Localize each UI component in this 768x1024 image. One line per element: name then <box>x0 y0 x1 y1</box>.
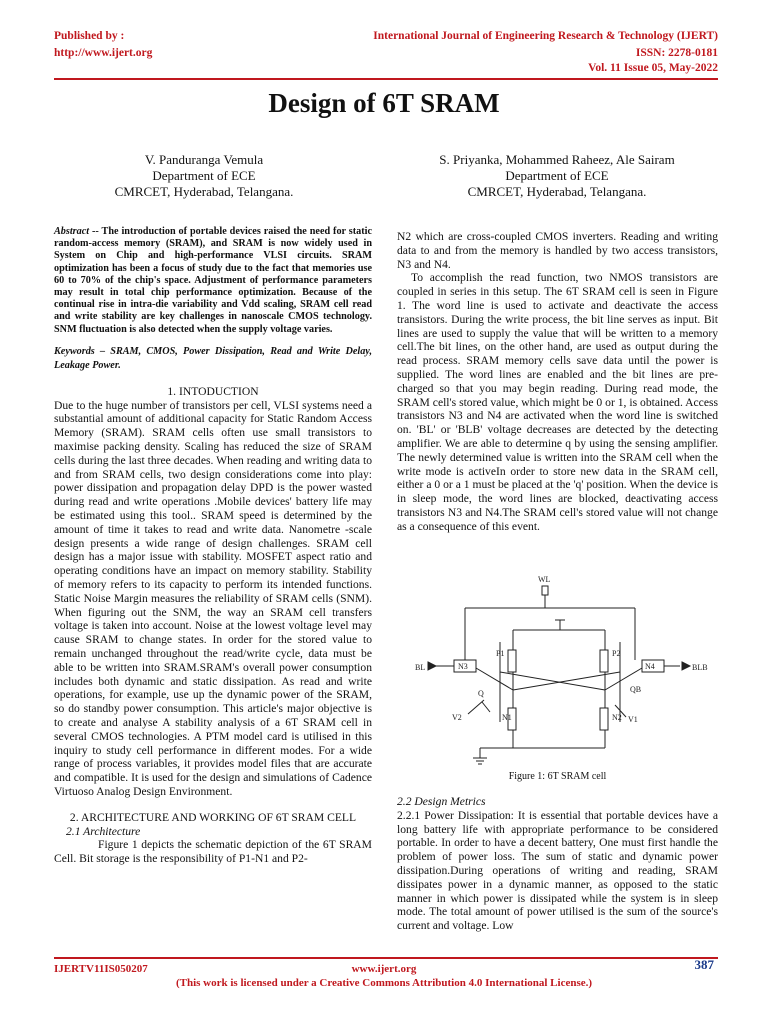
abstract <box>54 226 372 336</box>
bl-arrow <box>428 662 436 670</box>
v2-label: V2 <box>452 713 462 722</box>
volume-issue: Vol. 11 Issue 05, May-2022 <box>588 62 718 74</box>
wl-terminal <box>542 586 548 595</box>
header-divider <box>54 78 718 80</box>
p1-transistor <box>508 650 516 672</box>
keywords: Keywords – SRAM, CMOS, Power Dissipation, Read and Write Delay, Leakage Power. <box>54 345 372 371</box>
blb-arrow <box>682 662 690 670</box>
right-column-top <box>397 230 718 534</box>
figure-caption: Figure 1: 6T SRAM cell <box>508 771 607 782</box>
sram-schematic-figure <box>410 572 710 767</box>
left-column <box>54 226 372 866</box>
p1-label: P1 <box>496 649 505 658</box>
author-names: S. Priyanka, Mohammed Raheez, Ale Sairam <box>439 152 675 167</box>
bl-label: BL <box>415 663 426 672</box>
p2-label: P2 <box>612 649 621 658</box>
qb-label: QB <box>630 685 642 694</box>
cross-couple-wire-2 <box>500 672 605 690</box>
section-heading-architecture: 2. ARCHITECTURE AND WORKING OF 6T SRAM CELL <box>69 810 357 824</box>
journal-name: International Journal of Engineering Research & Technology (IJERT) <box>373 30 718 42</box>
wl-label: WL <box>538 575 551 584</box>
paper-id: IJERTV11IS050207 <box>54 963 148 975</box>
read-operation-text: To accomplish the read function, two NMOS transistors are coupled in series in this setup. The 6T SRAM cell is seen in Figure 1. The word line is used to activate and deactivate the access transistors. During the write process, the bit line serves as input. Bit lines are used to supply the value that will be written to a memory cell.The bit lines, on the other hand, are used as output during the read process. SRAM memory cells save data until the power is supplied. The word lines are enabled and the bit lines are pre-charged so that you may begin reading. During read mode, the SRAM cell's stored value, which might be 0 or 1, is obtained. Access transistors N3 and N4 are activated when the word line is switched on. 'BL' or 'BLB' voltage decreases are detected by the detecting amplifier. We are able to determine q by using the sensing amplifier. The newly determined value is written into the SRAM cell when the write mode is activeIn order to store new data in the SRAM cell, either a 0 or a 1 must be placed at the 'q' position. When the device is in sleep mode, the word lines are blocked, deactivating access transistors N3 and N4.The SRAM cell's stored value will not change as a consequence of this event. <box>397 271 718 533</box>
n1-label: N1 <box>502 713 512 722</box>
footer-url-link[interactable]: www.ijert.org <box>351 963 417 975</box>
published-by-label: Published by : <box>54 30 125 42</box>
blb-label: BLB <box>692 663 708 672</box>
paper-title: Design of 6T SRAM <box>268 88 500 118</box>
author-block-1 <box>84 152 324 200</box>
n4-label: N4 <box>645 662 655 671</box>
v1-label: V1 <box>628 715 638 724</box>
abstract-label: Abstract <box>54 226 90 237</box>
author-institution: CMRCET, Hyderabad, Telangana. <box>467 184 647 199</box>
n3-to-q-wire <box>476 668 513 690</box>
n2-transistor <box>600 708 608 730</box>
issn: ISSN: 2278-0181 <box>635 47 718 59</box>
subsection-heading-design-metrics: 2.2 Design Metrics <box>397 795 486 808</box>
page-number: 387 <box>694 957 714 972</box>
author-department: Department of ECE <box>152 168 256 183</box>
p2-transistor <box>600 650 608 672</box>
section-heading-introduction: 1. INTODUCTION <box>167 384 259 398</box>
footer-divider <box>54 957 718 959</box>
n3-label: N3 <box>458 662 468 671</box>
author-block-2 <box>412 152 702 200</box>
cross-couple-wire-1 <box>513 672 620 690</box>
author-institution: CMRCET, Hyderabad, Telangana. <box>114 184 294 199</box>
license-notice: (This work is licensed under a Creative Commons Attribution 4.0 International License.) <box>175 977 593 989</box>
subsection-heading-architecture: 2.1 Architecture <box>66 824 141 838</box>
architecture-text-continued: N2 which are cross-coupled CMOS inverters. Reading and writing data to and from the memory is handled by two access transistors, N3 and N4. <box>397 230 718 271</box>
q-arrow <box>482 702 490 712</box>
v2-arrow <box>468 700 484 714</box>
right-column-bottom <box>397 795 718 933</box>
author-department: Department of ECE <box>505 168 609 183</box>
introduction-text: Due to the huge number of transistors per cell, VLSI systems need a substantial amount of additional capacity for Static Random Access Memory (SRAM). SRAM cells often use small transistors to maximise packing density. Scaling has reduced the size of SRAM cells during the last three decades. When reading and writing data to and from SRAM cells, two design considerations come into play: power dissipation and propagation delay DPD is the power wasted during read and write operations .Mobile devices' battery life may be estimated using this tool.. SRAM speed is determined by the amount of time it takes to read and write data. Nanometre -scale design presents a wide range of design challenges. SRAM cell design has a major issue with stability. MOSFET aspect ratio and operating conditions have an impact on memory stability. Stability of memory refers to its capacity to perform its intended functions. Static Noise Margin measures the reliability of SRAM cells (SNM). When figuring out the SNM, the way an SRAM cell transfers voltage is taken into account. Noise at the lowest voltage level may cause SRAM to change states. In order for the stored value to remain unchanged throughout the read/write cycle, data must be able to be written into SRAM.SRAM's overall power consumption includes both dynamic and static dissipation. As read and write operations, for example, use up the dynamic power of the SRAM, so do standby power consumption. This article's major objective is to create and analyse A stability analysis of a 6T SRAM cell in several CMOS technologies. A PTM model card is utilised in this inquiry to study cell performance in different modes. For a wide range of process variables, it provides model files that are accurate and compatible. It is used for the design and simulations of Cadence Virtuoso Analog Design Environment. <box>54 398 372 798</box>
q-label: Q <box>478 689 484 698</box>
abstract-text: -- The introduction of portable devices raised the need for static random-access memory (SRAM), and SRAM is now widely used in System on Chip and high-performance VLSI circuits. SRAM optimization has been a focus of study due to the fact that memories use 60 to 70% of the chip's space. Adjustment of performance parameters may result in total chip performance optimization. Because of the continual rise in intra-die variability and Vdd scaling, SRAM cell read and write stability are key challenges in nanoscale CMOS technology. SNM fluctuation is also detected when the supply voltage varies. <box>54 226 372 335</box>
architecture-text: Figure 1 depicts the schematic depiction of the 6T SRAM Cell. Bit storage is the responsibility of P1-N1 and P2- <box>54 838 372 866</box>
design-metrics-text: 2.2.1 Power Dissipation: It is essential that portable devices have a long battery life with appropriate performance to be considered portable. In order to have a decent battery, One must first handle the problem of power loss. The sum of static and dynamic power dissipation.During operations of writing and reading, SRAM dissipates power in a dynamic manner, as opposed to the static manner in which power is dissipated while the system is in sleep mode. The total amount of power utilised is the sum of the source's current and voltage. Low <box>397 808 718 933</box>
author-names: V. Panduranga Vemula <box>144 152 264 167</box>
n2-label: N2 <box>612 713 622 722</box>
journal-url-link[interactable]: http://www.ijert.org <box>54 47 153 59</box>
